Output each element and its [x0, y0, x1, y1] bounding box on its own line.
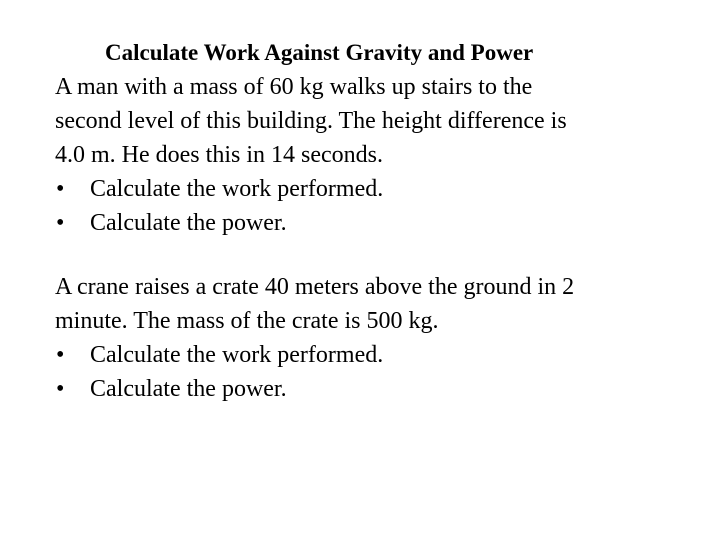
problem-1-statement	[55, 70, 695, 172]
problem-2-bullet-power	[55, 372, 695, 406]
problem-1-line: A man with a mass of 60 kg walks up stairs to the	[55, 74, 533, 100]
bullet-text: Calculate the power.	[90, 210, 287, 236]
problem-2-statement	[55, 270, 695, 338]
problem-2-bullet-work	[55, 338, 695, 372]
problem-1-bullet-power	[55, 206, 695, 240]
problem-1-line: 4.0 m. He does this in 14 seconds.	[55, 142, 383, 168]
bullet-icon: •	[56, 210, 65, 236]
problem-1-bullet-work	[55, 172, 695, 206]
bullet-icon: •	[56, 376, 65, 402]
problem-2-line: minute. The mass of the crate is 500 kg.	[55, 308, 439, 334]
bullet-icon: •	[56, 342, 65, 368]
bullet-text: Calculate the work performed.	[90, 176, 384, 202]
problem-1	[55, 70, 695, 240]
problem-2-line: A crane raises a crate 40 meters above the ground in 2	[55, 274, 575, 300]
problem-2	[55, 270, 695, 406]
slide-title: Calculate Work Against Gravity and Power	[105, 40, 534, 65]
problem-1-line: second level of this building. The height difference is	[55, 108, 567, 134]
bullet-icon: •	[56, 176, 65, 202]
bullet-text: Calculate the power.	[90, 376, 287, 402]
bullet-text: Calculate the work performed.	[90, 342, 384, 368]
